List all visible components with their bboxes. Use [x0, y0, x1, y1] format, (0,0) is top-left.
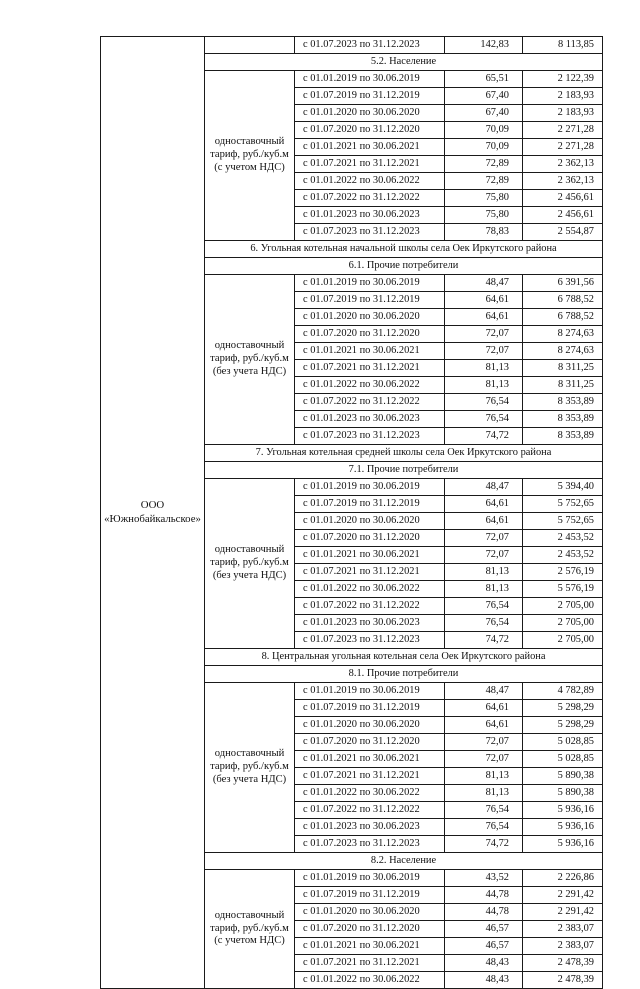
tariff-value-cell: 72,89: [445, 156, 523, 173]
tariff-value-2-cell: 2 271,28: [523, 122, 603, 139]
period-cell: с 01.01.2023 по 30.06.2023: [295, 615, 445, 632]
tariff-value-cell: 72,07: [445, 751, 523, 768]
tariff-value-2-cell: 6 788,52: [523, 292, 603, 309]
tariff-value-2-cell: 2 705,00: [523, 615, 603, 632]
tariff-value-cell: 64,61: [445, 700, 523, 717]
tariff-value-cell: 65,51: [445, 71, 523, 88]
tariff-type-cell: одноставочный тариф, руб./куб.м (без учета НДС): [205, 683, 295, 853]
period-cell: с 01.01.2022 по 30.06.2022: [295, 173, 445, 190]
period-cell: с 01.07.2023 по 31.12.2023: [295, 37, 445, 54]
period-cell: с 01.07.2022 по 31.12.2022: [295, 802, 445, 819]
period-cell: с 01.07.2019 по 31.12.2019: [295, 292, 445, 309]
tariff-value-2-cell: 2 478,39: [523, 955, 603, 972]
tariff-value-2-cell: 5 394,40: [523, 479, 603, 496]
period-cell: с 01.07.2022 по 31.12.2022: [295, 598, 445, 615]
tariff-value-2-cell: 2 183,93: [523, 105, 603, 122]
tariff-value-2-cell: 2 705,00: [523, 598, 603, 615]
period-cell: с 01.07.2023 по 31.12.2023: [295, 224, 445, 241]
tariff-value-cell: 74,72: [445, 836, 523, 853]
tariff-value-2-cell: 2 362,13: [523, 173, 603, 190]
tariff-value-cell: 81,13: [445, 360, 523, 377]
period-cell: с 01.01.2021 по 30.06.2021: [295, 343, 445, 360]
period-cell: с 01.01.2019 по 30.06.2019: [295, 275, 445, 292]
period-cell: с 01.07.2022 по 31.12.2022: [295, 394, 445, 411]
section-header: 6. Угольная котельная начальной школы села Оек Иркутского района: [205, 241, 603, 258]
period-cell: с 01.07.2022 по 31.12.2022: [295, 190, 445, 207]
tariff-value-cell: 64,61: [445, 717, 523, 734]
tariff-value-cell: 48,43: [445, 972, 523, 989]
tariff-value-2-cell: 5 576,19: [523, 581, 603, 598]
tariff-value-2-cell: 5 936,16: [523, 819, 603, 836]
period-cell: с 01.01.2020 по 30.06.2020: [295, 309, 445, 326]
tariff-value-2-cell: 5 752,65: [523, 496, 603, 513]
tariff-value-2-cell: 2 226,86: [523, 870, 603, 887]
period-cell: с 01.07.2019 по 31.12.2019: [295, 88, 445, 105]
tariff-value-2-cell: 6 788,52: [523, 309, 603, 326]
tariff-value-2-cell: 8 353,89: [523, 411, 603, 428]
period-cell: с 01.01.2020 по 30.06.2020: [295, 717, 445, 734]
tariff-value-cell: 43,52: [445, 870, 523, 887]
tariff-value-2-cell: 2 453,52: [523, 530, 603, 547]
tariff-value-2-cell: 2 554,87: [523, 224, 603, 241]
tariff-value-2-cell: 8 311,25: [523, 360, 603, 377]
tariff-value-2-cell: 2 705,00: [523, 632, 603, 649]
tariff-value-2-cell: 2 456,61: [523, 207, 603, 224]
period-cell: с 01.07.2020 по 31.12.2020: [295, 122, 445, 139]
tariff-value-2-cell: 5 028,85: [523, 751, 603, 768]
period-cell: с 01.01.2021 по 30.06.2021: [295, 139, 445, 156]
tariff-value-cell: 142,83: [445, 37, 523, 54]
period-cell: с 01.01.2021 по 30.06.2021: [295, 938, 445, 955]
period-cell: с 01.01.2020 по 30.06.2020: [295, 105, 445, 122]
tariff-value-2-cell: 2 383,07: [523, 938, 603, 955]
period-cell: с 01.01.2019 по 30.06.2019: [295, 683, 445, 700]
tariff-value-2-cell: 8 353,89: [523, 394, 603, 411]
period-cell: с 01.01.2022 по 30.06.2022: [295, 377, 445, 394]
tariff-value-cell: 64,61: [445, 292, 523, 309]
tariff-value-cell: 72,07: [445, 343, 523, 360]
tariff-value-cell: 81,13: [445, 564, 523, 581]
tariff-value-cell: 72,07: [445, 547, 523, 564]
period-cell: с 01.07.2020 по 31.12.2020: [295, 921, 445, 938]
period-cell: с 01.07.2023 по 31.12.2023: [295, 428, 445, 445]
tariff-value-cell: 46,57: [445, 938, 523, 955]
tariff-value-2-cell: 2 456,61: [523, 190, 603, 207]
tariff-value-2-cell: 2 453,52: [523, 547, 603, 564]
tariff-value-cell: 75,80: [445, 190, 523, 207]
tariff-value-2-cell: 5 752,65: [523, 513, 603, 530]
tariff-value-2-cell: 2 291,42: [523, 887, 603, 904]
section-header: 8. Центральная угольная котельная села Оек Иркутского района: [205, 649, 603, 666]
tariff-value-2-cell: 6 391,56: [523, 275, 603, 292]
tariff-value-cell: 74,72: [445, 632, 523, 649]
period-cell: с 01.01.2023 по 30.06.2023: [295, 411, 445, 428]
tariff-value-2-cell: 2 362,13: [523, 156, 603, 173]
period-cell: с 01.01.2021 по 30.06.2021: [295, 751, 445, 768]
tariff-value-cell: 74,72: [445, 428, 523, 445]
period-cell: с 01.07.2021 по 31.12.2021: [295, 360, 445, 377]
section-header: 8.1. Прочие потребители: [205, 666, 603, 683]
tariff-value-cell: 70,09: [445, 122, 523, 139]
tariff-value-cell: 70,09: [445, 139, 523, 156]
section-header: 8.2. Население: [205, 853, 603, 870]
tariff-value-cell: 76,54: [445, 394, 523, 411]
section-header: 6.1. Прочие потребители: [205, 258, 603, 275]
organization-cell: ООО «Южнобайкальское»: [101, 37, 205, 989]
tariff-value-2-cell: 2 183,93: [523, 88, 603, 105]
period-cell: с 01.01.2019 по 30.06.2019: [295, 479, 445, 496]
tariff-table: [100, 36, 603, 989]
period-cell: с 01.07.2021 по 31.12.2021: [295, 955, 445, 972]
tariff-value-2-cell: 2 291,42: [523, 904, 603, 921]
tariff-value-2-cell: 2 122,39: [523, 71, 603, 88]
tariff-value-2-cell: 8 353,89: [523, 428, 603, 445]
tariff-value-2-cell: 8 113,85: [523, 37, 603, 54]
period-cell: с 01.07.2023 по 31.12.2023: [295, 836, 445, 853]
tariff-type-cell: одноставочный тариф, руб./куб.м (с учетом НДС): [205, 71, 295, 241]
tariff-value-cell: 44,78: [445, 904, 523, 921]
period-cell: с 01.07.2021 по 31.12.2021: [295, 156, 445, 173]
tariff-value-cell: 81,13: [445, 377, 523, 394]
tariff-value-cell: 78,83: [445, 224, 523, 241]
period-cell: с 01.07.2023 по 31.12.2023: [295, 632, 445, 649]
tariff-value-cell: 48,47: [445, 479, 523, 496]
period-cell: с 01.07.2020 по 31.12.2020: [295, 326, 445, 343]
tariff-value-cell: 46,57: [445, 921, 523, 938]
tariff-value-cell: 81,13: [445, 581, 523, 598]
tariff-type-cell: одноставочный тариф, руб./куб.м (с учетом НДС): [205, 870, 295, 989]
tariff-value-cell: 76,54: [445, 819, 523, 836]
tariff-value-cell: 44,78: [445, 887, 523, 904]
tariff-value-cell: 75,80: [445, 207, 523, 224]
tariff-value-2-cell: 5 890,38: [523, 785, 603, 802]
tariff-value-2-cell: 5 936,16: [523, 836, 603, 853]
period-cell: с 01.01.2020 по 30.06.2020: [295, 904, 445, 921]
period-cell: с 01.07.2019 по 31.12.2019: [295, 887, 445, 904]
period-cell: с 01.07.2021 по 31.12.2021: [295, 564, 445, 581]
tariff-value-cell: 48,43: [445, 955, 523, 972]
tariff-value-cell: 81,13: [445, 785, 523, 802]
tariff-value-cell: 76,54: [445, 802, 523, 819]
period-cell: с 01.01.2021 по 30.06.2021: [295, 547, 445, 564]
tariff-value-cell: 72,07: [445, 530, 523, 547]
period-cell: с 01.01.2023 по 30.06.2023: [295, 819, 445, 836]
tariff-type-cell: одноставочный тариф, руб./куб.м (без учета НДС): [205, 479, 295, 649]
tariff-value-2-cell: 8 274,63: [523, 326, 603, 343]
tariff-value-2-cell: 8 311,25: [523, 377, 603, 394]
tariff-value-2-cell: 5 890,38: [523, 768, 603, 785]
period-cell: с 01.07.2020 по 31.12.2020: [295, 734, 445, 751]
period-cell: с 01.07.2019 по 31.12.2019: [295, 496, 445, 513]
tariff-document: [100, 36, 602, 985]
section-header: 7. Угольная котельная средней школы села Оек Иркутского района: [205, 445, 603, 462]
tariff-type-cell: одноставочный тариф, руб./куб.м (без учета НДС): [205, 275, 295, 445]
period-cell: с 01.01.2022 по 30.06.2022: [295, 581, 445, 598]
tariff-value-cell: 76,54: [445, 598, 523, 615]
tariff-value-cell: 48,47: [445, 683, 523, 700]
tariff-value-2-cell: 5 298,29: [523, 717, 603, 734]
tariff-value-cell: 76,54: [445, 615, 523, 632]
tariff-value-cell: 76,54: [445, 411, 523, 428]
period-cell: с 01.01.2019 по 30.06.2019: [295, 870, 445, 887]
period-cell: с 01.01.2022 по 30.06.2022: [295, 785, 445, 802]
tariff-value-2-cell: 5 936,16: [523, 802, 603, 819]
tariff-value-cell: 64,61: [445, 309, 523, 326]
tariff-value-cell: 67,40: [445, 105, 523, 122]
tariff-value-2-cell: 8 274,63: [523, 343, 603, 360]
tariff-value-2-cell: 2 576,19: [523, 564, 603, 581]
tariff-value-cell: 81,13: [445, 768, 523, 785]
section-header: 7.1. Прочие потребители: [205, 462, 603, 479]
tariff-value-2-cell: 2 271,28: [523, 139, 603, 156]
period-cell: с 01.07.2020 по 31.12.2020: [295, 530, 445, 547]
tariff-value-cell: 48,47: [445, 275, 523, 292]
tariff-type-cell: [205, 37, 295, 54]
tariff-value-2-cell: 2 478,39: [523, 972, 603, 989]
tariff-value-cell: 64,61: [445, 513, 523, 530]
tariff-value-cell: 64,61: [445, 496, 523, 513]
tariff-value-cell: 72,07: [445, 326, 523, 343]
tariff-value-cell: 72,07: [445, 734, 523, 751]
tariff-value-cell: 67,40: [445, 88, 523, 105]
period-cell: с 01.07.2019 по 31.12.2019: [295, 700, 445, 717]
tariff-value-cell: 72,89: [445, 173, 523, 190]
tariff-value-2-cell: 5 028,85: [523, 734, 603, 751]
period-cell: с 01.01.2023 по 30.06.2023: [295, 207, 445, 224]
table-row: [101, 37, 603, 54]
period-cell: с 01.07.2021 по 31.12.2021: [295, 768, 445, 785]
tariff-value-2-cell: 5 298,29: [523, 700, 603, 717]
period-cell: с 01.01.2019 по 30.06.2019: [295, 71, 445, 88]
tariff-value-2-cell: 2 383,07: [523, 921, 603, 938]
period-cell: с 01.01.2022 по 30.06.2022: [295, 972, 445, 989]
tariff-value-2-cell: 4 782,89: [523, 683, 603, 700]
period-cell: с 01.01.2020 по 30.06.2020: [295, 513, 445, 530]
section-header: 5.2. Население: [205, 54, 603, 71]
